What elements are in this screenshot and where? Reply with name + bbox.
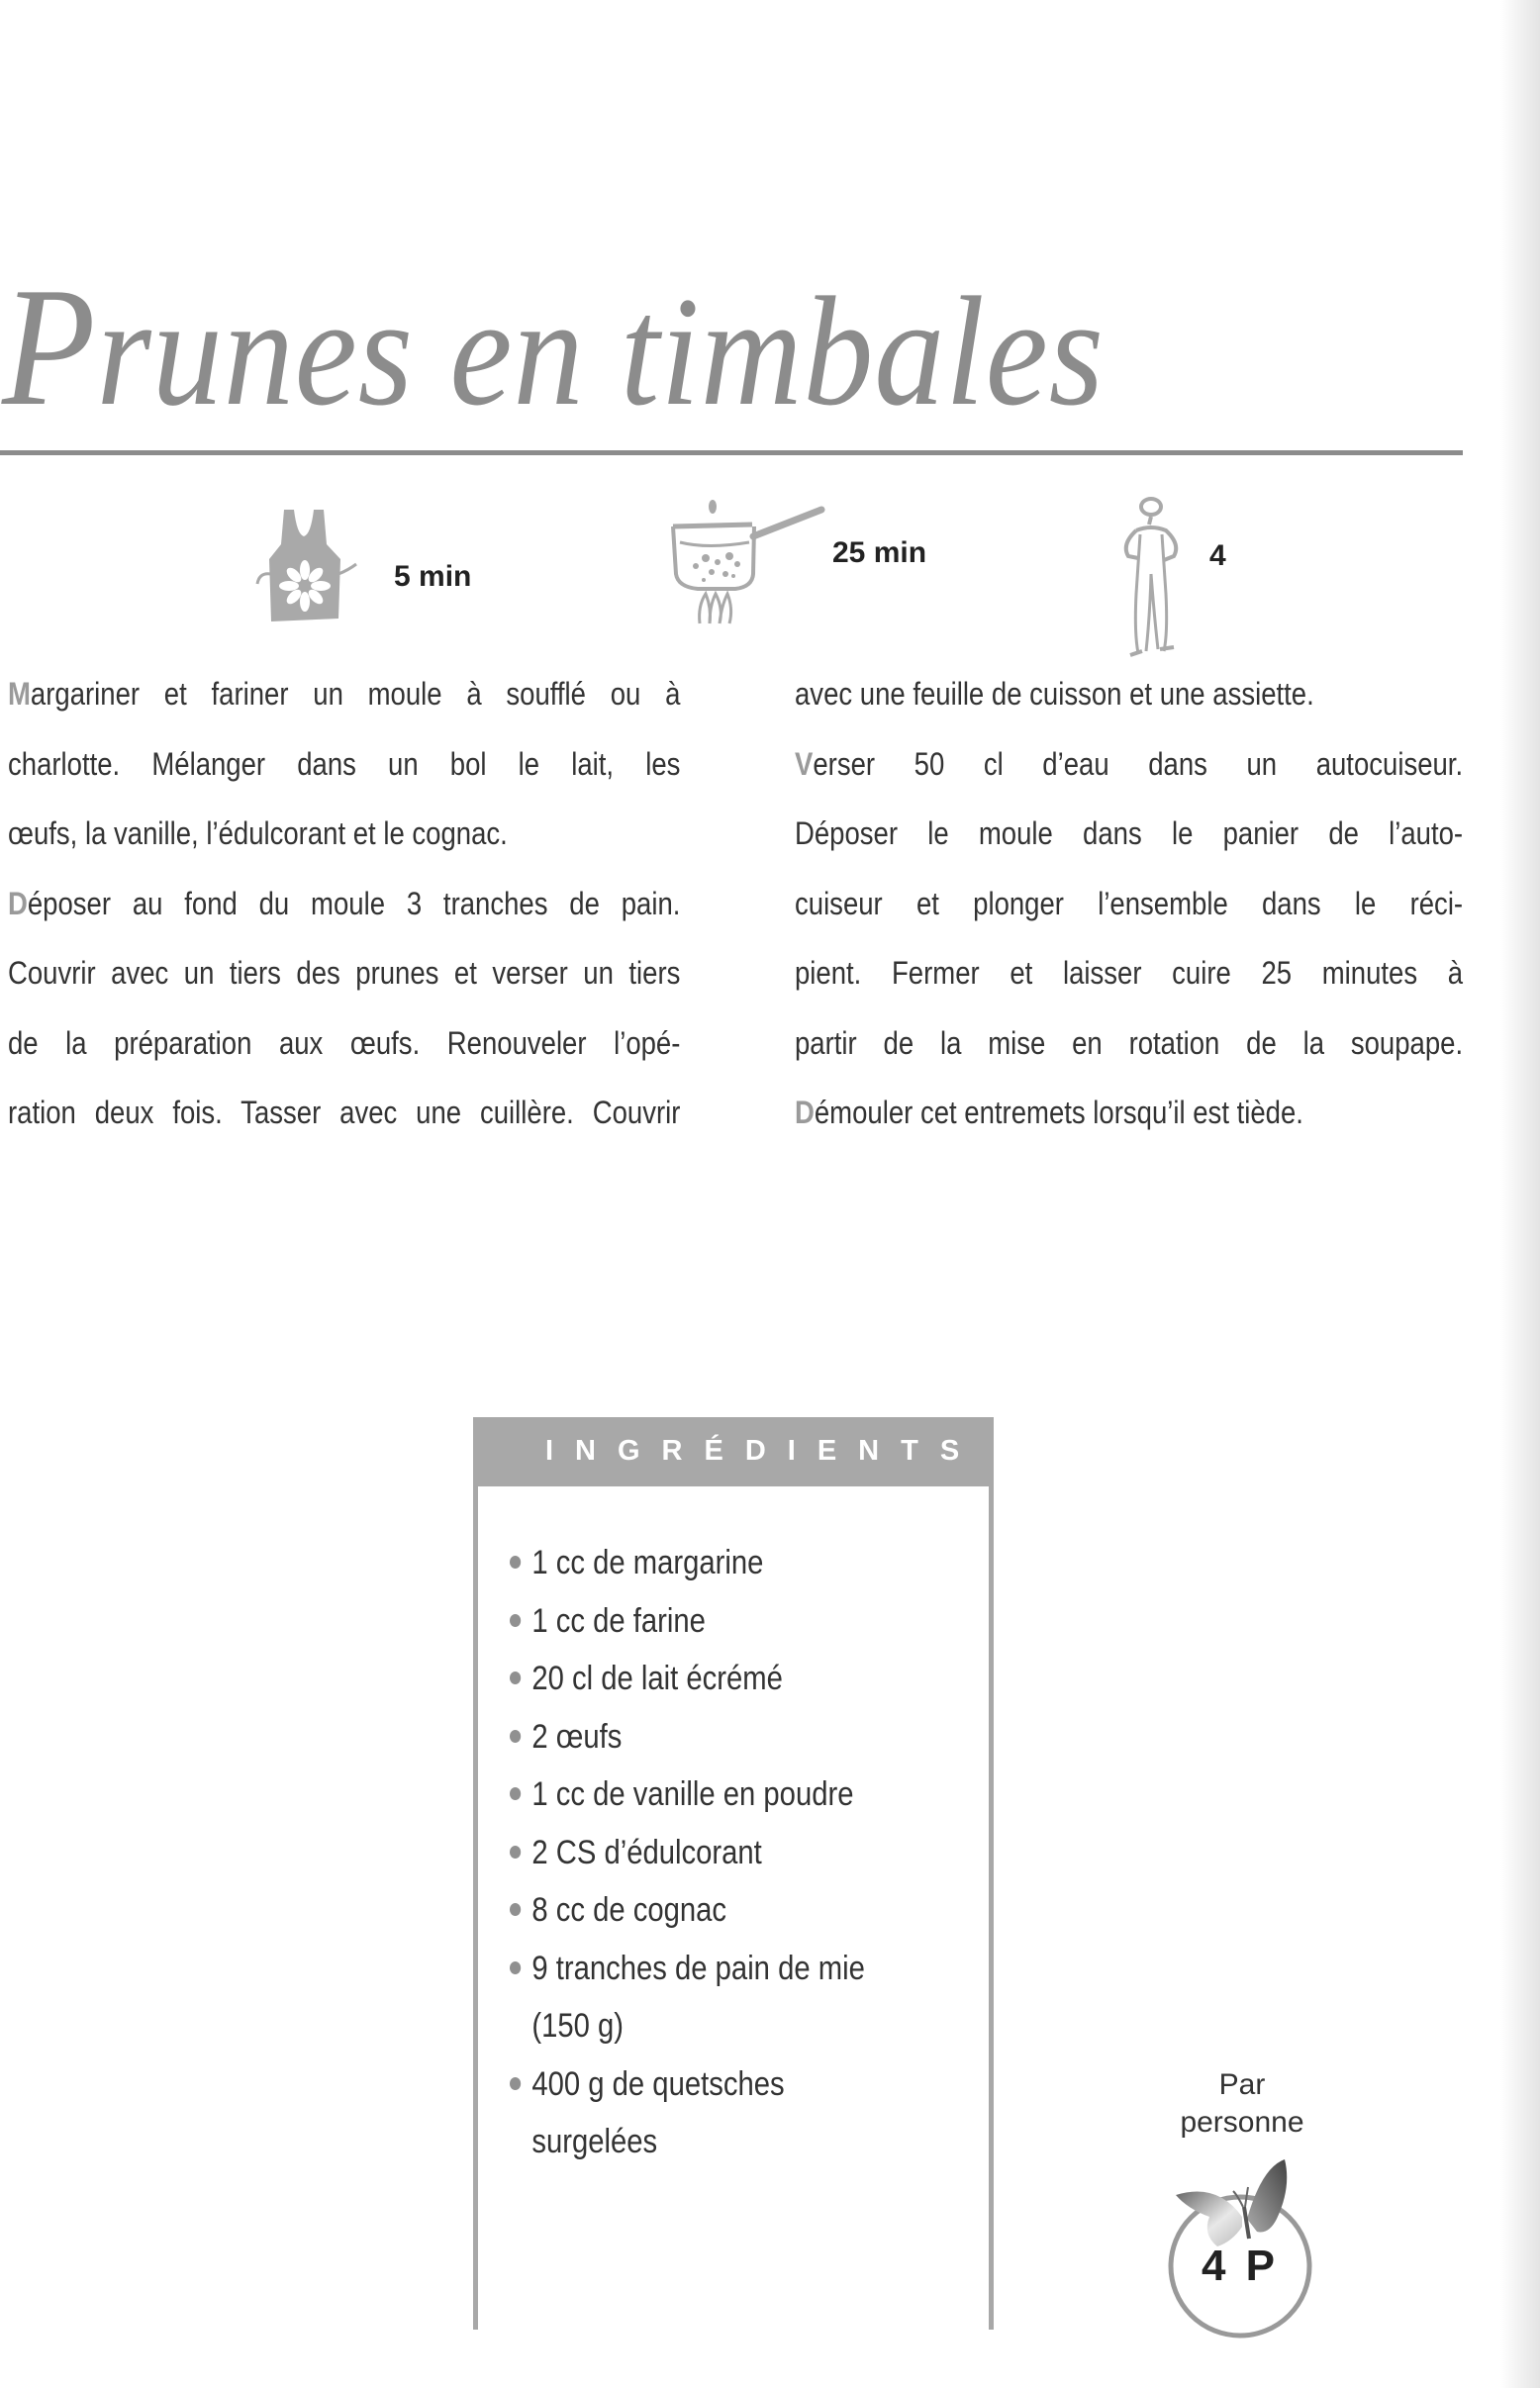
ingredient-item: 2 œufs — [510, 1708, 865, 1767]
instructions-left-column — [8, 659, 680, 1148]
instruction-line: charlotte. Mélanger dans un bol le lait, les — [8, 745, 681, 782]
title-initial: P — [2, 252, 97, 441]
page-edge-shadow — [1500, 0, 1540, 2388]
ingredients-header-label: INGRÉDIENTS — [545, 1435, 982, 1467]
prep-time — [249, 505, 471, 628]
bullet-icon — [510, 1672, 521, 1684]
instruction-line: Déposer au fond du moule 3 tranches de pain. — [8, 885, 681, 921]
bullet-icon — [510, 1846, 521, 1859]
servings — [1116, 495, 1226, 658]
ingredient-item: 1 cc de vanille en poudre — [510, 1766, 865, 1824]
points-value: 4 P — [1201, 2242, 1280, 2290]
cook-time-value: 25 min — [832, 536, 927, 569]
bullet-icon — [510, 1903, 521, 1916]
person-icon — [1116, 495, 1186, 658]
servings-value: 4 — [1209, 538, 1226, 572]
instruction-line: Verser 50 cl d’eau dans un autocuiseur. — [795, 745, 1464, 782]
bullet-icon — [510, 1787, 521, 1800]
bullet-icon — [510, 2077, 521, 2090]
ingredient-item: 20 cl de lait écrémé — [510, 1650, 865, 1708]
bullet-icon — [510, 1961, 521, 1974]
ingredients-header — [473, 1417, 994, 1486]
prep-time-value: 5 min — [394, 559, 472, 593]
instruction-line: Margariner et fariner un moule à soufflé ou à — [8, 676, 681, 712]
instruction-line: Couvrir avec un tiers des prunes et verser un tiers — [8, 955, 681, 991]
ingredient-item: 9 tranches de pain de mie (150 g) — [510, 1940, 865, 2055]
per-person-line1: Par — [1218, 2068, 1266, 2101]
ingredient-item: 400 g de quetsches surgelées — [510, 2055, 865, 2171]
instruction-line: partir de la mise en rotation de la soupape. — [795, 1024, 1464, 1061]
bullet-icon — [510, 1614, 521, 1627]
ingredient-item: 8 cc de cognac — [510, 1881, 865, 1940]
ingredient-item: 1 cc de farine — [510, 1592, 865, 1651]
title-rest: runes en timbales — [96, 264, 1105, 438]
pressure-cooker-icon — [668, 495, 826, 633]
instruction-line: pient. Fermer et laisser cuire 25 minutes à — [795, 955, 1464, 991]
instruction-line: avec une feuille de cuisson et une assiette. — [795, 676, 1314, 712]
instruction-line: Déposer le moule dans le panier de l’auto- — [795, 815, 1464, 851]
instruction-line: de la préparation aux œufs. Renouveler l’opé- — [8, 1024, 681, 1061]
per-person-line2: personne — [1180, 2106, 1304, 2139]
instruction-line: œufs, la vanille, l’édulcorant et le cognac. — [8, 815, 508, 851]
title-divider — [0, 450, 1463, 455]
bullet-icon — [510, 1730, 521, 1743]
cook-time — [668, 495, 926, 633]
recipe-title — [2, 253, 1105, 446]
instructions-right-column — [795, 659, 1463, 1148]
instruction-line: Démouler cet entremets lorsqu’il est tiède. — [795, 1095, 1303, 1130]
instruction-line: cuiseur et plonger l’ensemble dans le réci- — [795, 885, 1464, 921]
points-badge — [1148, 2148, 1346, 2345]
bullet-icon — [510, 1556, 521, 1569]
ingredient-item: 1 cc de margarine — [510, 1534, 865, 1592]
apron-icon — [249, 505, 358, 628]
per-person-label — [1148, 2066, 1336, 2142]
ingredient-item: 2 CS d’édulcorant — [510, 1824, 865, 1882]
ingredients-box — [473, 1417, 994, 2330]
ingredients-list — [510, 1534, 922, 2171]
instruction-line: ration deux fois. Tasser avec une cuillère. Couvrir — [8, 1095, 681, 1130]
